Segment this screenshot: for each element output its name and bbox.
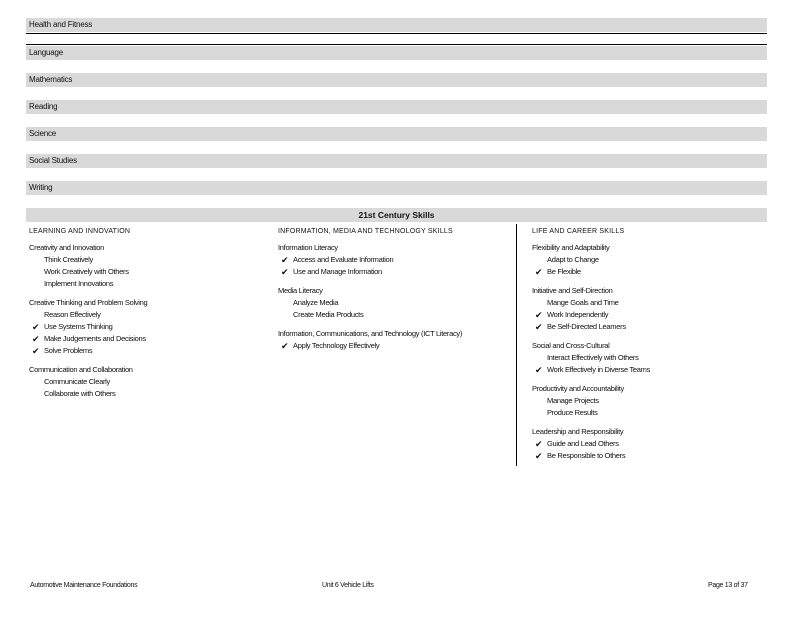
checkmark-icon: ✔ — [535, 310, 543, 320]
skill-item-label: Guide and Lead Others — [547, 439, 619, 448]
skills-column-learning — [29, 226, 269, 407]
checkmark-icon: ✔ — [32, 322, 40, 332]
footer-course-title: Automotive Maintenance Foundations — [30, 582, 138, 589]
skill-item — [29, 309, 269, 321]
checkmark-icon: ✔ — [281, 267, 289, 277]
skill-group-title: Productivity and Accountability — [532, 384, 625, 393]
divider — [26, 44, 767, 45]
skill-group — [532, 242, 762, 278]
skill-item-label: Make Judgements and Decisions — [44, 334, 146, 343]
skill-item — [29, 254, 269, 266]
skill-item-label: Adapt to Change — [547, 255, 599, 264]
skill-item — [532, 321, 762, 333]
column-heading: LIFE AND CAREER SKILLS — [532, 228, 625, 235]
checkmark-icon: ✔ — [32, 346, 40, 356]
skills-title: 21st Century Skills — [26, 208, 767, 222]
skill-item — [278, 297, 510, 309]
skill-item-label: Manage Projects — [547, 396, 599, 405]
skill-item — [29, 345, 269, 357]
subject-row-language: Language — [26, 46, 767, 60]
checkmark-icon: ✔ — [535, 451, 543, 461]
divider — [26, 33, 767, 34]
skill-item — [532, 395, 762, 407]
skill-item-label: Be Self-Directed Learners — [547, 322, 626, 331]
skill-item — [29, 266, 269, 278]
checkmark-icon: ✔ — [32, 334, 40, 344]
skill-item-label: Be Responsible to Others — [547, 451, 626, 460]
skill-group-title: Creative Thinking and Problem Solving — [29, 298, 148, 307]
skill-group-title: Creativity and Innovation — [29, 243, 105, 252]
skill-item-label: Reason Effectively — [44, 310, 101, 319]
skill-group — [532, 340, 762, 376]
checkmark-icon: ✔ — [535, 439, 543, 449]
skill-item — [532, 352, 762, 364]
skill-group-title: Information, Communications, and Technology (ICT Literacy) — [278, 329, 463, 338]
skill-item — [29, 321, 269, 333]
skill-item — [532, 254, 762, 266]
column-heading: INFORMATION, MEDIA AND TECHNOLOGY SKILLS — [278, 228, 453, 235]
skill-item-label: Use Systems Thinking — [44, 322, 113, 331]
subject-row-mathematics: Mathematics — [26, 73, 767, 87]
skill-item-label: Mange Goals and Time — [547, 298, 619, 307]
skill-item — [532, 364, 762, 376]
skill-item-label: Work Creatively with Others — [44, 267, 129, 276]
skills-column-information — [278, 226, 510, 359]
subject-row-health: Health and Fitness — [26, 18, 767, 32]
skill-item-label: Use and Manage Information — [293, 267, 382, 276]
checkmark-icon: ✔ — [535, 322, 543, 332]
skill-group — [29, 364, 269, 400]
footer-page-number: Page 13 of 37 — [708, 582, 748, 589]
skill-item — [278, 254, 510, 266]
skills-column-life-career — [532, 226, 762, 469]
skill-group-title: Flexibility and Adaptability — [532, 243, 610, 252]
column-heading: LEARNING AND INNOVATION — [29, 228, 131, 235]
skill-group-title: Leadership and Responsibility — [532, 427, 624, 436]
skill-item — [29, 333, 269, 345]
skill-group — [278, 328, 510, 352]
skill-item — [532, 407, 762, 419]
skill-item-label: Solve Problems — [44, 346, 93, 355]
skill-item-label: Think Creatively — [44, 255, 93, 264]
skill-item — [532, 309, 762, 321]
skill-item-label: Access and Evaluate Information — [293, 255, 394, 264]
skill-item-label: Apply Technology Effectively — [293, 341, 380, 350]
checkmark-icon: ✔ — [281, 255, 289, 265]
subject-row-science: Science — [26, 127, 767, 141]
skill-group — [278, 242, 510, 278]
skill-group — [29, 297, 269, 357]
checkmark-icon: ✔ — [535, 365, 543, 375]
skill-group-title: Initiative and Self-Direction — [532, 286, 613, 295]
skill-group-title: Media Literacy — [278, 286, 323, 295]
skill-group-title: Communication and Collaboration — [29, 365, 133, 374]
skill-item — [278, 340, 510, 352]
skill-item-label: Be Flexible — [547, 267, 581, 276]
checkmark-icon: ✔ — [281, 341, 289, 351]
skill-item — [532, 450, 762, 462]
skill-group — [532, 285, 762, 333]
skill-item — [29, 388, 269, 400]
skill-item — [532, 297, 762, 309]
skill-item — [278, 309, 510, 321]
skill-group — [278, 285, 510, 321]
skill-item-label: Create Media Products — [293, 310, 364, 319]
skill-group-title: Information Literacy — [278, 243, 338, 252]
skill-item-label: Collaborate with Others — [44, 389, 116, 398]
skill-group — [29, 242, 269, 290]
skill-item — [532, 266, 762, 278]
skill-item-label: Communicate Clearly — [44, 377, 110, 386]
footer-unit-title: Unit 6 Vehicle Lifts — [322, 582, 374, 589]
skill-item-label: Interact Effectively with Others — [547, 353, 639, 362]
column-divider — [516, 224, 517, 466]
skill-group — [532, 383, 762, 419]
skill-item — [532, 438, 762, 450]
skill-item-label: Implement Innovations — [44, 279, 114, 288]
skill-item-label: Work Independently — [547, 310, 609, 319]
skill-item — [29, 278, 269, 290]
skill-item — [278, 266, 510, 278]
checkmark-icon: ✔ — [535, 267, 543, 277]
skill-item-label: Produce Results — [547, 408, 598, 417]
subject-row-social-studies: Social Studies — [26, 154, 767, 168]
skill-item-label: Work Effectively in Diverse Teams — [547, 365, 651, 374]
subject-row-reading: Reading — [26, 100, 767, 114]
skill-group-title: Social and Cross-Cultural — [532, 341, 610, 350]
skill-item-label: Analyze Media — [293, 298, 339, 307]
subject-row-writing: Writing — [26, 181, 767, 195]
skill-group — [532, 426, 762, 462]
skill-item — [29, 376, 269, 388]
